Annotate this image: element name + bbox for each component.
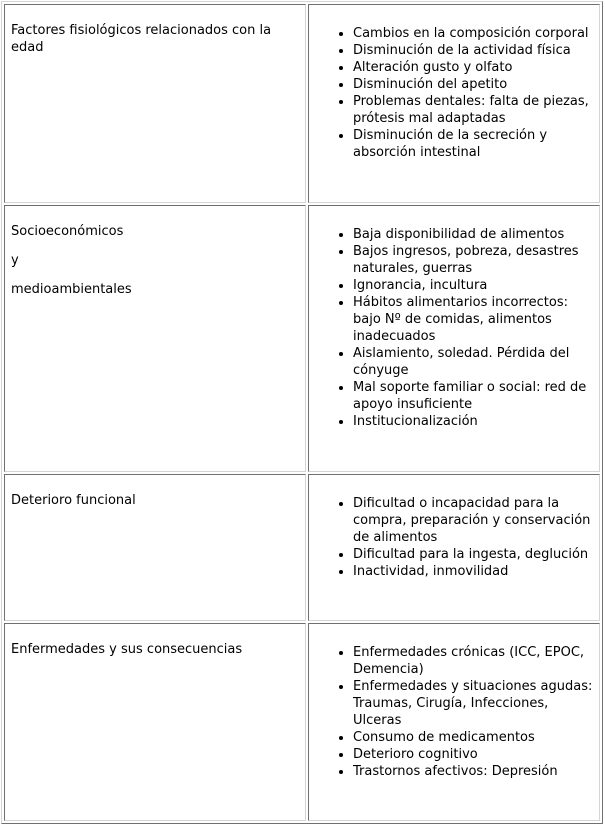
- factor-cell: [4, 623, 306, 821]
- factor-label: Enfermedades y sus consecuencias: [11, 642, 243, 657]
- risk-factors-table: [1, 1, 603, 824]
- list-item: • Cambios en la composición corporal: [353, 25, 593, 42]
- factor-cell: [4, 4, 306, 203]
- factor-label: medioambientales: [11, 282, 132, 297]
- factor-label: Factores fisiológicos relacionados con la edad: [11, 23, 272, 55]
- factor-label: Socioeconómicos: [11, 224, 124, 239]
- bullet-list: [309, 495, 593, 580]
- items-cell: [308, 474, 600, 621]
- table-row: [4, 4, 600, 203]
- items-cell: [308, 205, 600, 472]
- list-item: • Problemas dentales: falta de piezas, prótesis mal adaptadas: [353, 93, 593, 127]
- list-item: • Dificultad o incapacidad para la compra, preparación y conservación de alimentos: [353, 495, 593, 546]
- table-row: [4, 623, 600, 821]
- table-row: [4, 205, 600, 472]
- list-item: • Consumo de medicamentos: [353, 729, 593, 746]
- factor-label: y: [11, 253, 19, 268]
- list-item: • Bajos ingresos, pobreza, desastres naturales, guerras: [353, 243, 593, 277]
- list-item: • Trastornos afectivos: Depresión: [353, 763, 593, 780]
- list-item: • Enfermedades crónicas (ICC, EPOC, Demencia): [353, 644, 593, 678]
- list-item: • Hábitos alimentarios incorrectos: bajo Nº de comidas, alimentos inadecuados: [353, 294, 593, 345]
- items-cell: [308, 4, 600, 203]
- list-item: • Aislamiento, soledad. Pérdida del cónyuge: [353, 345, 593, 379]
- list-item: • Mal soporte familiar o social: red de apoyo insuficiente: [353, 379, 593, 413]
- list-item: • Deterioro cognitivo: [353, 746, 593, 763]
- table-row: [4, 474, 600, 621]
- list-item: • Alteración gusto y olfato: [353, 59, 593, 76]
- items-cell: [308, 623, 600, 821]
- bullet-list: [309, 644, 593, 780]
- bullet-list: [309, 226, 593, 430]
- list-item: • Baja disponibilidad de alimentos: [353, 226, 593, 243]
- list-item: • Institucionalización: [353, 413, 593, 430]
- list-item: • Disminución del apetito: [353, 76, 593, 93]
- list-item: • Ignorancia, incultura: [353, 277, 593, 294]
- list-item: • Dificultad para la ingesta, deglución: [353, 546, 593, 563]
- factor-cell: [4, 474, 306, 621]
- bullet-list: [309, 25, 593, 161]
- list-item: • Disminución de la actividad física: [353, 42, 593, 59]
- list-item: • Inactividad, inmovilidad: [353, 563, 593, 580]
- list-item: • Disminución de la secreción y absorción intestinal: [353, 127, 593, 161]
- factor-cell: [4, 205, 306, 472]
- list-item: • Enfermedades y situaciones agudas: Traumas, Cirugía, Infecciones, Ulceras: [353, 678, 593, 729]
- factor-label: Deterioro funcional: [11, 493, 136, 508]
